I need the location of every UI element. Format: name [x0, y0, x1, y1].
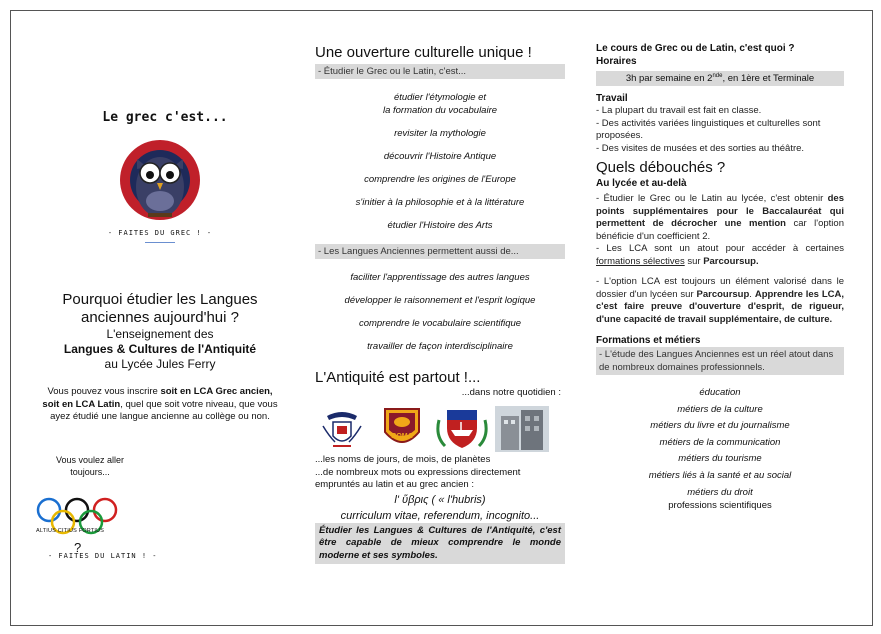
sorbonne-crest-icon: [315, 406, 369, 452]
list-item: métiers du tourisme: [678, 453, 762, 465]
greek-word: l' ὕβρις ( « l'hubris): [394, 493, 486, 506]
list-etudier: [315, 91, 565, 232]
quotidien-note: ...dans notre quotidien :: [461, 387, 561, 398]
paragraph-parcoursup: - L'option LCA est toujours un élément valorisé dans le dossier d'un lycéen sur Parcoursup. Apprendre les LCA, c'est faire preuve d'ouverture d'esprit, de rigueur, d'une capacité de travail supplémentaire, de culture.: [596, 276, 845, 325]
conclusion-box: Étudier les Langues & Cultures de l'Antiquité, c'est être capable de mieux comprendre le monde moderne et ses symboles.: [315, 523, 565, 565]
travail-item: - Des visites de musées et des sorties au théâtre.: [596, 142, 805, 154]
travail-heading: Travail: [596, 93, 628, 105]
list-item: professions scientifiques: [668, 500, 772, 512]
divider: [145, 242, 175, 243]
as-roma-logo-icon: [375, 406, 429, 452]
paris-coat-of-arms-icon: [435, 406, 489, 452]
formations-heading: Formations et métiers: [596, 335, 701, 347]
list-item: développer le raisonnement et l'esprit logique: [344, 295, 536, 306]
line-noms: ...les noms de jours, de mois, de planètes: [315, 454, 491, 465]
question-mark: ?: [74, 539, 82, 555]
slogan-latin: - FAITES DU LATIN ! -: [48, 551, 158, 560]
le-grec-heading: Le grec c'est...: [102, 110, 228, 125]
list-item: s'initier à la philosophie et à la littérature: [355, 197, 525, 208]
subtitle-1: L'enseignement des: [106, 327, 214, 341]
list-item: revisiter la mythologie: [394, 128, 486, 139]
list-item: comprendre les origines de l'Europe: [364, 174, 516, 185]
right-column: [596, 42, 844, 512]
list-item: étudier l'étymologie et: [393, 92, 487, 103]
list-item: étudier l'Histoire des Arts: [387, 220, 493, 231]
au-lycee-heading: Au lycée et au-delà: [596, 178, 687, 190]
list-item: métiers de la communication: [659, 436, 781, 448]
travail-item: - La plupart du travail est fait en classe.: [596, 105, 762, 117]
list-permettent: [315, 271, 565, 353]
main-question: Pourquoi étudier les Langues anciennes aujourd'hui ?: [62, 291, 258, 326]
list-item: métiers liés à la santé et au social: [648, 469, 792, 481]
slogan-grec: - FAITES DU GREC ! -: [107, 229, 213, 237]
list-item: métiers de la culture: [677, 403, 763, 415]
paragraph-formations: - Les LCA sont un atout pour accéder à certaines formations sélectives sur Parcoursup.: [596, 243, 844, 267]
section-title-ouverture: Une ouverture culturelle unique !: [315, 44, 532, 61]
list-item: faciliter l'apprentissage des autres langues: [350, 272, 530, 283]
line-mots: ...de nombreux mots ou expressions directement empruntés au latin et au grec ancien :: [315, 466, 521, 490]
list-item: métiers du droit: [687, 487, 753, 499]
owl-icon: [115, 135, 205, 225]
subtitle-3: au Lycée Jules Ferry: [104, 357, 216, 371]
horaire-band: 3h par semaine en 2nde, en 1ère et Terminale: [596, 71, 844, 86]
list-item: éducation: [699, 387, 741, 399]
rings-motto: ALTIUS CITIUS FORTIUS: [36, 527, 105, 534]
travail-item: - Des activités variées linguistiques et culturelles sont proposées.: [596, 117, 821, 142]
list-item: la formation du vocabulaire: [382, 105, 498, 116]
olympic-rings-figure: [30, 496, 120, 555]
band-atout: - L'étude des Langues Anciennes est un réel atout dans de nombreux domaines professionnels.: [596, 347, 844, 375]
list-item: travailler de façon interdisciplinaire: [367, 341, 513, 352]
vous-voulez-text: Vous voulez aller toujours...: [55, 454, 125, 477]
debouches-title: Quels débouchés ?: [596, 159, 726, 177]
left-column: [30, 110, 290, 560]
horaires-heading: Horaires: [596, 56, 637, 67]
band-permettent: - Les Langues Anciennes permettent aussi de...: [315, 244, 565, 259]
list-item: comprendre le vocabulaire scientifique: [358, 318, 522, 329]
band-etudier: - Étudier le Grec ou le Latin, c'est...: [315, 64, 565, 79]
question-heading: Le cours de Grec ou de Latin, c'est quoi ?: [596, 43, 795, 54]
building-photo-icon: [495, 406, 549, 452]
subtitle-2: Langues & Cultures de l'Antiquité: [63, 342, 257, 356]
logos-row: [315, 406, 565, 452]
latin-expressions: curriculum vitae, referendum, incognito...: [340, 509, 540, 522]
inscription-text: Vous pouvez vous inscrire soit en LCA Grec ancien, soit en LCA Latin, quel que soit votre niveau, que vous ayez étudié une langue ancienne au collège ou non.: [42, 386, 278, 422]
section-title-antiquite: L'Antiquité est partout !...: [315, 369, 481, 386]
list-item: métiers du livre et du journalisme: [650, 420, 790, 432]
jobs-list: [596, 385, 844, 512]
paragraph-points: - Étudier le Grec ou le Latin au lycée, c'est obtenir des points supplémentaires pour le Baccalauréat qui permettent de décrocher une mention car l'option bénéficie d'un coefficient 2.: [596, 193, 844, 242]
middle-column: [315, 44, 565, 564]
svg-text:ROMA: ROMA: [391, 433, 413, 440]
list-item: découvrir l'Histoire Antique: [383, 151, 497, 162]
